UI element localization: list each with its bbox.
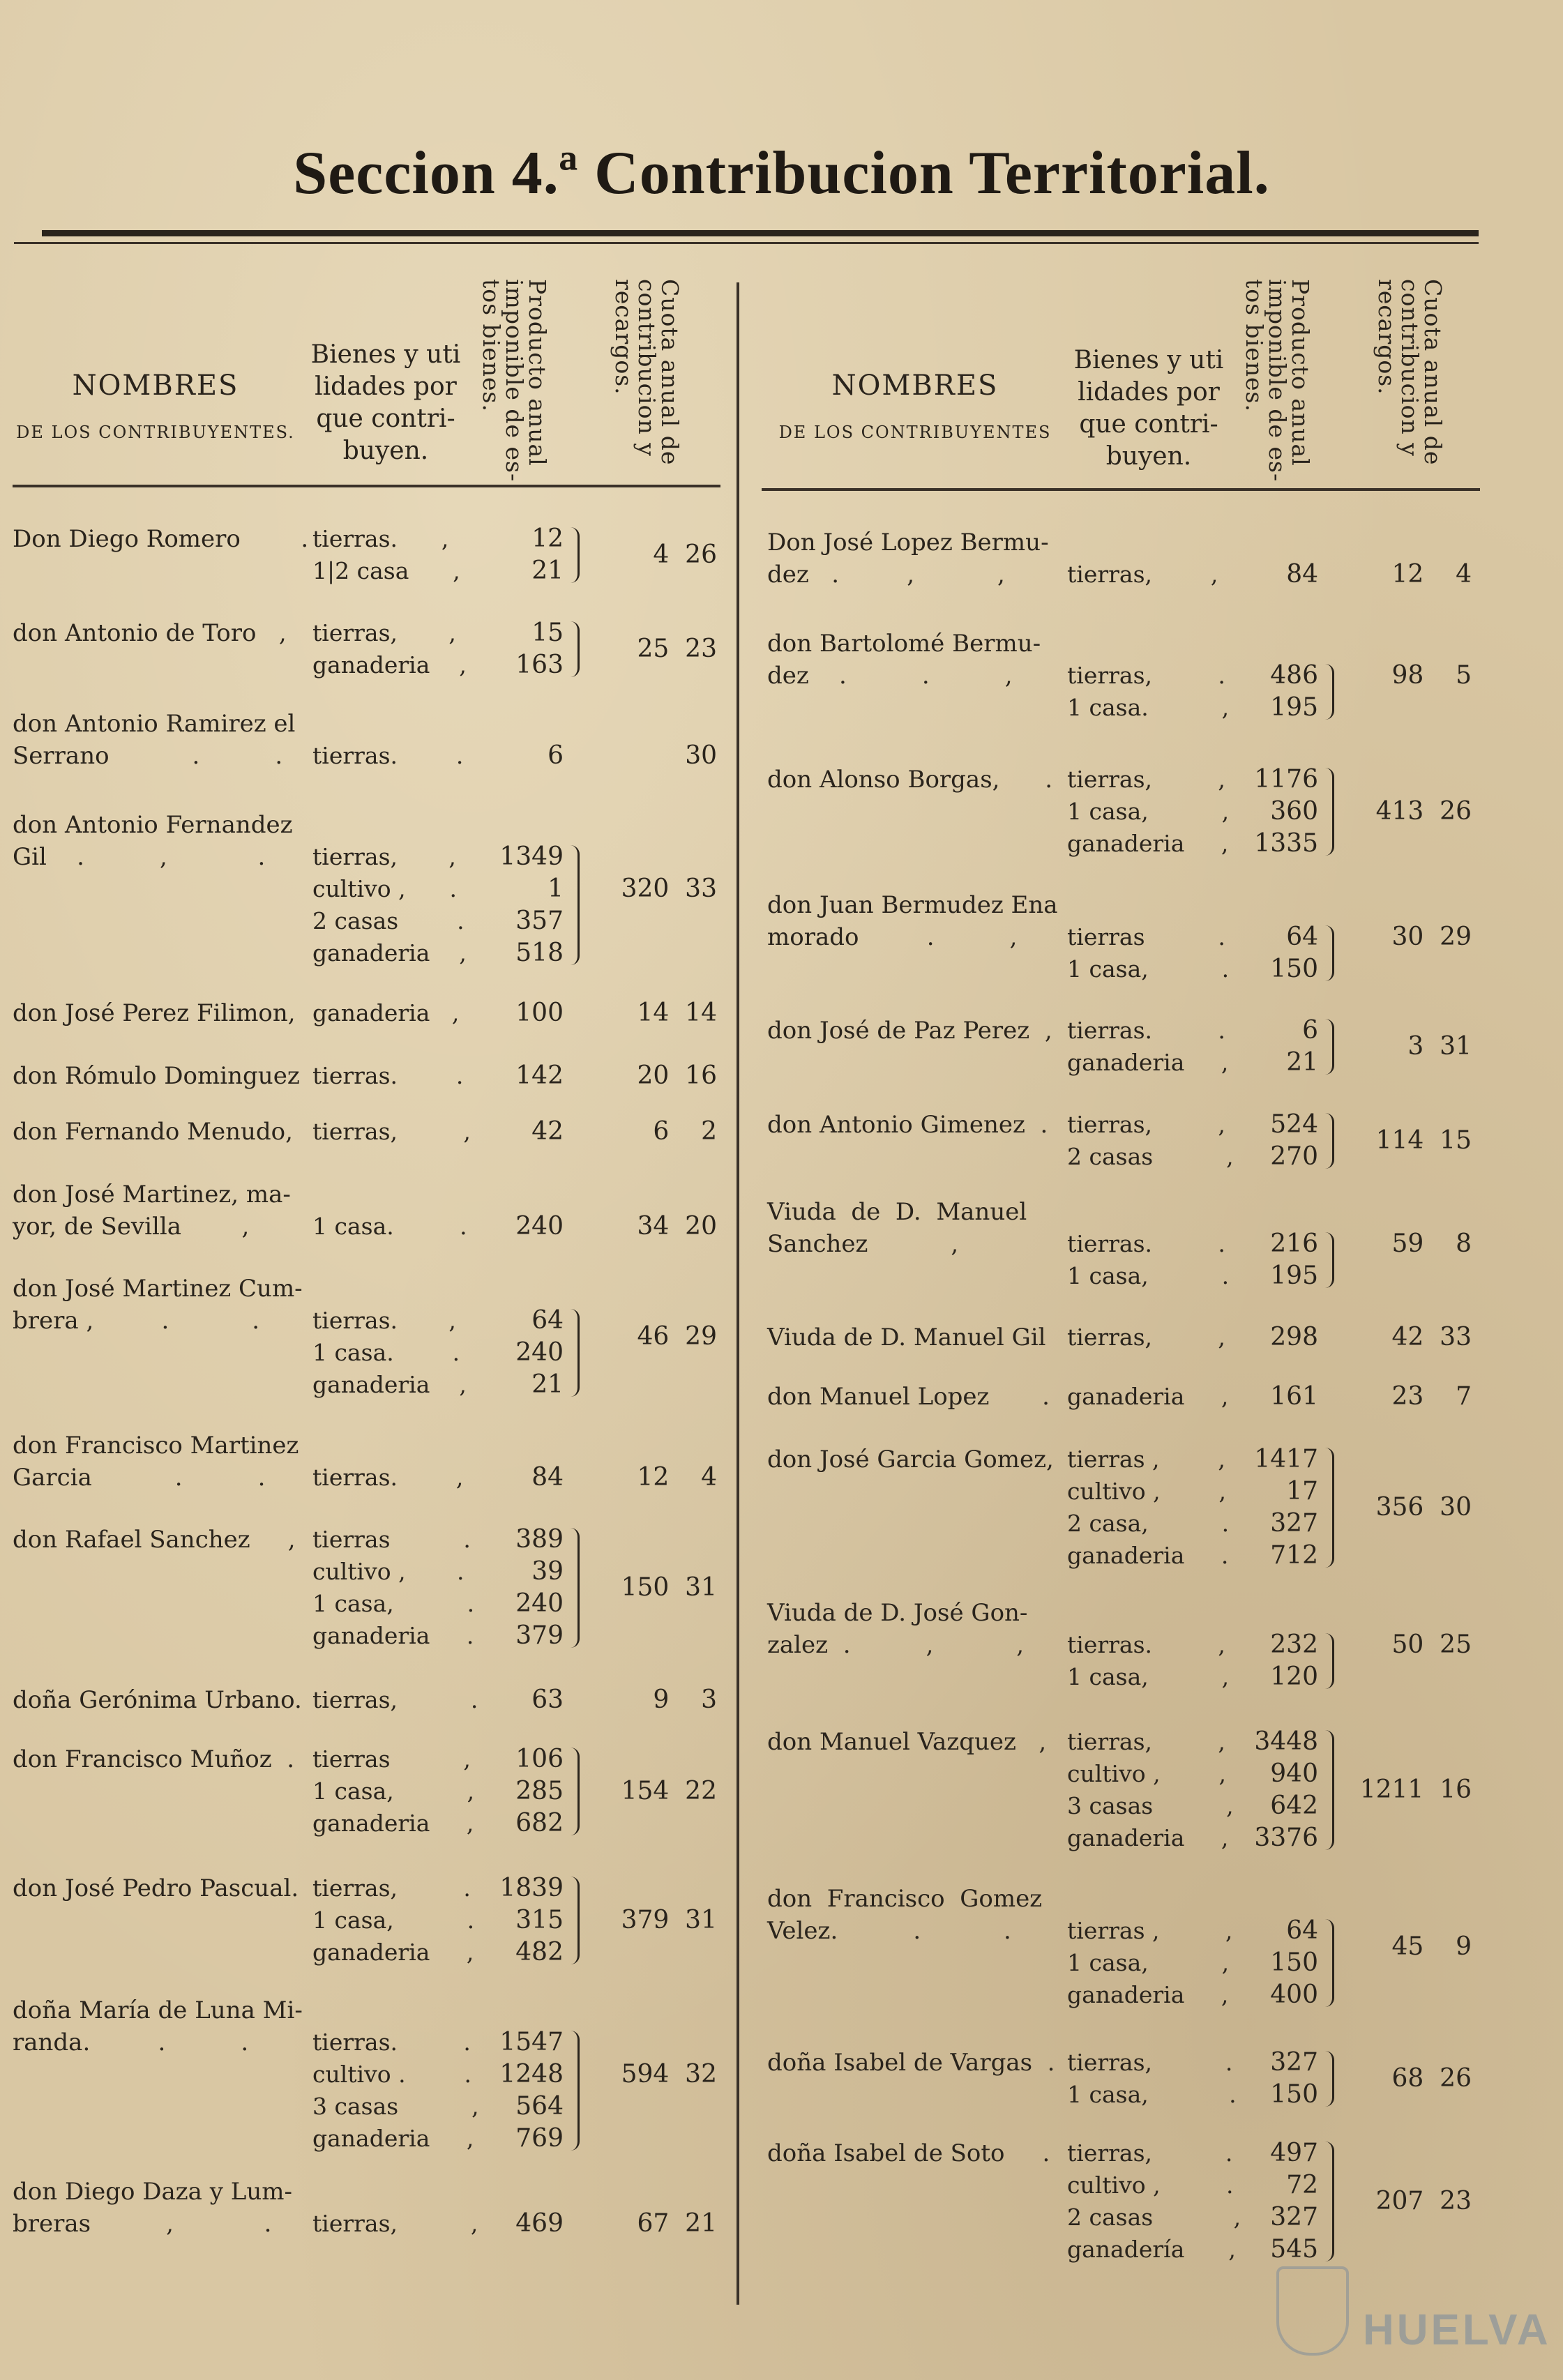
cuota-value: 42 33 xyxy=(1391,1323,1472,1351)
contributor-name: Viuda de D. José Gon- zalez . , , xyxy=(767,1599,1028,1659)
goods-list: tierras , , cultivo , , 2 casa, . ganaderia . xyxy=(1067,1446,1230,1569)
produce-values: 106 285 682 xyxy=(515,1745,564,1837)
cuota-value: 379 31 xyxy=(621,1906,717,1934)
produce-values: 6 xyxy=(548,741,564,770)
contributor-entry xyxy=(767,2137,1486,2266)
column-divider xyxy=(737,282,739,2305)
produce-values: 64 150 xyxy=(1270,923,1318,983)
cuota-value: 594 32 xyxy=(621,2060,717,2089)
group-brace xyxy=(1325,1448,1334,1568)
right-header xyxy=(762,279,1480,488)
contributor-entry xyxy=(13,809,731,969)
contributor-entry xyxy=(13,1872,731,1969)
contributor-name: don Rómulo Dominguez xyxy=(13,1062,300,1090)
goods-list: tierras . 1 casa, . xyxy=(1067,923,1230,983)
produce-values: 142 xyxy=(515,1061,564,1090)
left-header xyxy=(13,279,731,488)
contributor-entry xyxy=(13,2176,731,2240)
produce-values: 161 xyxy=(1270,1382,1318,1411)
contributor-name: don Antonio de Toro , xyxy=(13,619,287,647)
cuota-value: 12 4 xyxy=(1391,560,1472,589)
produce-values: 15 163 xyxy=(515,619,564,679)
cuota-value: 6 2 xyxy=(653,1117,717,1146)
contributor-entry xyxy=(767,628,1486,724)
goods-list: tierras . cultivo , . 1 casa, . ganaderia . xyxy=(312,1526,475,1649)
contributor-name: don José de Paz Perez , xyxy=(767,1017,1052,1045)
contributor-entry xyxy=(13,1116,731,1148)
produce-values: 497 72 327 545 xyxy=(1270,2139,1318,2264)
group-brace xyxy=(571,845,580,965)
contributor-name: don José Martinez Cum- brera , . . xyxy=(13,1275,303,1335)
contributor-entry xyxy=(13,1684,731,1716)
header-producto: Producto anual imponible de es- tos bienes. xyxy=(478,279,551,483)
header-producto-right: Producto anual imponible de es- tos bienes. xyxy=(1241,279,1314,483)
goods-list: tierras, . 1 casa, . xyxy=(1067,2049,1237,2108)
contributor-name: don José Martinez, ma- yor, de Sevilla , xyxy=(13,1181,291,1241)
contributor-entry xyxy=(13,997,731,1029)
cuota-value: 45 9 xyxy=(1391,1932,1472,1961)
contributor-entry xyxy=(13,523,731,587)
header-nombres: NOMBRES xyxy=(72,370,239,402)
watermark-text: HUELVA xyxy=(1363,2306,1551,2354)
produce-values: 240 xyxy=(515,1212,564,1241)
goods-list: tierras. . xyxy=(312,1062,464,1089)
header-cuota: Cuota anual de contribucion y recargos. xyxy=(610,279,684,466)
cuota-value: 46 29 xyxy=(637,1322,717,1351)
group-brace xyxy=(571,527,580,583)
goods-list: tierras. , xyxy=(312,1464,464,1491)
right-header-rule xyxy=(762,488,1480,491)
group-brace xyxy=(1325,1113,1334,1169)
produce-values: 298 xyxy=(1270,1323,1318,1351)
produce-values: 486 195 xyxy=(1270,661,1318,722)
goods-list: tierras, , xyxy=(1067,561,1218,588)
produce-values: 64 240 21 xyxy=(515,1306,564,1399)
goods-list: tierras, , xyxy=(312,1118,471,1145)
goods-list: tierras, . xyxy=(312,1686,478,1713)
goods-list: tierras , 1 casa, , ganaderia , xyxy=(312,1745,475,1837)
cuota-value: 356 30 xyxy=(1375,1493,1472,1522)
cuota-value: 68 26 xyxy=(1391,2064,1472,2093)
contributor-entry xyxy=(13,1273,731,1401)
goods-list: tierras. , 1 casa, , xyxy=(1067,1631,1230,1690)
group-brace xyxy=(1325,1633,1334,1689)
contributor-name: don Manuel Lopez . xyxy=(767,1383,1050,1411)
cuota-value: 413 26 xyxy=(1375,797,1472,826)
group-brace xyxy=(571,1748,580,1835)
goods-list: ganaderia , xyxy=(1067,1383,1229,1410)
contributor-name: don José Pedro Pascual. xyxy=(13,1874,299,1902)
goods-list: tierras. . xyxy=(312,742,464,769)
contributor-name: doña Isabel de Vargas . xyxy=(767,2049,1055,2077)
contributor-entry xyxy=(767,1597,1486,1693)
left-header-rule xyxy=(13,485,720,487)
produce-values: 6 21 xyxy=(1286,1016,1318,1077)
goods-list: tierras. , 1|2 casa , xyxy=(312,525,460,584)
contributor-name: doña María de Luna Mi- randa. . . xyxy=(13,1996,303,2056)
contributor-entry xyxy=(13,1994,731,2155)
produce-values: 1547 1248 564 769 xyxy=(499,2028,564,2153)
contributor-name: don Antonio Fernandez Gil . , . xyxy=(13,811,293,871)
goods-list: tierras, , ganaderia , xyxy=(312,619,467,679)
goods-list: tierras, , cultivo , , 3 casas , ganaderia , xyxy=(1067,1728,1234,1851)
contributor-name: don Manuel Vazquez , xyxy=(767,1728,1047,1756)
contributor-name: don Francisco Muñoz . xyxy=(13,1745,295,1773)
goods-list: tierras. . ganaderia , xyxy=(1067,1017,1229,1076)
contributor-entry xyxy=(767,1321,1486,1354)
contributor-name: Viuda de D. Manuel Gil xyxy=(767,1324,1046,1351)
cuota-value: 59 8 xyxy=(1391,1229,1472,1258)
cuota-value: 9 3 xyxy=(653,1685,717,1714)
cuota-value: 4 26 xyxy=(653,540,717,569)
cuota-value: 67 21 xyxy=(637,2209,717,2238)
group-brace xyxy=(571,2031,580,2151)
goods-list: tierras, . 1 casa. , xyxy=(1067,662,1230,721)
header-de-los-contribuyentes-right: DE LOS CONTRIBUYENTES xyxy=(778,423,1052,442)
produce-values: 469 xyxy=(515,2209,564,2238)
cuota-value: 34 20 xyxy=(637,1212,717,1241)
goods-list: tierras. , 1 casa. . ganaderia , xyxy=(312,1307,467,1398)
contributor-entry xyxy=(767,1381,1486,1413)
produce-values: 100 xyxy=(515,999,564,1027)
group-brace xyxy=(1325,2142,1334,2261)
contributor-entry xyxy=(13,1524,731,1652)
contributor-name: don Diego Daza y Lum- breras , . xyxy=(13,2178,292,2238)
contributor-entry xyxy=(767,1109,1486,1173)
contributor-name: don Alonso Borgas, . xyxy=(767,766,1053,794)
produce-values: 389 39 240 379 xyxy=(515,1525,564,1650)
cuota-value: 23 7 xyxy=(1391,1382,1472,1411)
header-bienes-right: Bienes y uti lidades por que contri- buyen. xyxy=(1073,346,1224,471)
contributor-name: don Francisco Martinez Garcia . . xyxy=(13,1432,299,1492)
contributor-entry xyxy=(767,1196,1486,1292)
goods-list: tierras, , xyxy=(312,2210,478,2237)
produce-values: 327 150 xyxy=(1270,2048,1318,2109)
goods-list: tierras, , 1 casa, , ganaderia , xyxy=(1067,766,1230,857)
produce-values: 1349 1 357 518 xyxy=(499,842,564,967)
goods-list: tierras, . cultivo , . 2 casas , ganadería , xyxy=(1067,2139,1241,2263)
contributor-entry xyxy=(767,2047,1486,2111)
contributor-entry xyxy=(13,1060,731,1092)
title-rule-thin xyxy=(14,242,1479,244)
header-de-los-contribuyentes: DE LOS CONTRIBUYENTES. xyxy=(16,423,295,442)
contributor-name: don Francisco Gomez Velez. . . xyxy=(767,1885,1043,1945)
goods-list: tierras, , xyxy=(1067,1324,1225,1351)
produce-values: 3448 940 642 3376 xyxy=(1254,1727,1318,1852)
group-brace xyxy=(1325,1919,1334,2007)
contributor-entry xyxy=(767,1015,1486,1079)
cuota-value: 50 25 xyxy=(1391,1630,1472,1659)
contributor-name: Don Diego Romero . xyxy=(13,525,309,553)
cuota-value: 14 14 xyxy=(637,999,717,1027)
seal-icon xyxy=(1276,2266,1349,2356)
cuota-value: 98 5 xyxy=(1391,661,1472,690)
contributor-entry xyxy=(767,1443,1486,1572)
produce-values: 1417 17 327 712 xyxy=(1254,1445,1318,1570)
contributor-entry xyxy=(767,889,1486,985)
goods-list: ganaderia , xyxy=(312,999,460,1026)
cuota-value: 12 4 xyxy=(637,1463,717,1492)
contributor-entry xyxy=(13,1743,731,1840)
cuota-value: 25 23 xyxy=(637,635,717,663)
contributor-entry xyxy=(767,1883,1486,2011)
group-brace xyxy=(1325,664,1334,720)
produce-values: 232 120 xyxy=(1270,1630,1318,1691)
group-brace xyxy=(1325,1232,1334,1288)
contributor-name: don José Garcia Gomez, xyxy=(767,1446,1054,1473)
contributor-entry xyxy=(767,764,1486,860)
group-brace xyxy=(1325,1019,1334,1075)
produce-values: 42 xyxy=(531,1117,564,1146)
header-bienes: Bienes y uti lidades por que contri- buyen. xyxy=(310,340,461,465)
cuota-value: 20 16 xyxy=(637,1061,717,1090)
contributor-name: don José Perez Filimon, xyxy=(13,999,296,1027)
cuota-value: 150 31 xyxy=(621,1573,717,1602)
goods-list: tierras. . 1 casa, . xyxy=(1067,1230,1230,1289)
page-title: Seccion 4.ª Contribucion Territorial. xyxy=(293,139,1270,207)
produce-values: 1176 360 1335 xyxy=(1254,765,1318,858)
group-brace xyxy=(571,1528,580,1648)
group-brace xyxy=(571,621,580,677)
contributor-entry xyxy=(13,1430,731,1494)
contributor-name: don Bartolomé Bermu- dez . . , xyxy=(767,630,1041,690)
contributor-name: don Fernando Menudo, xyxy=(13,1118,293,1146)
archive-watermark xyxy=(1276,2266,1551,2364)
contributor-entry xyxy=(767,1726,1486,1854)
produce-values: 12 21 xyxy=(531,524,564,585)
group-brace xyxy=(1325,925,1334,981)
goods-list: tierras, , 2 casas , xyxy=(1067,1111,1234,1170)
produce-values: 63 xyxy=(531,1685,564,1714)
produce-values: 1839 315 482 xyxy=(499,1874,564,1966)
contributor-name: don Antonio Gimenez . xyxy=(767,1111,1048,1139)
cuota-value: 30 xyxy=(685,741,717,770)
goods-list: tierras, . 1 casa, . ganaderia , xyxy=(312,1874,475,1966)
cuota-value: 207 23 xyxy=(1375,2187,1472,2215)
contributor-name: don Rafael Sanchez , xyxy=(13,1526,296,1554)
goods-list: 1 casa. . xyxy=(312,1213,467,1240)
contributor-name: Viuda de D. Manuel Sanchez , xyxy=(767,1198,1027,1258)
cuota-value: 154 22 xyxy=(621,1777,717,1805)
contributor-name: doña Gerónima Urbano. xyxy=(13,1686,302,1714)
header-cuota-right: Cuota anual de contribucion y recargos. xyxy=(1373,279,1447,466)
cuota-value: 320 33 xyxy=(621,874,717,903)
goods-list: tierras , , 1 casa, , ganaderia , xyxy=(1067,1917,1233,2008)
cuota-value: 30 29 xyxy=(1391,923,1472,951)
cuota-value: 3 31 xyxy=(1407,1032,1472,1061)
group-brace xyxy=(1325,2051,1334,2107)
produce-values: 84 xyxy=(531,1463,564,1492)
contributor-entry xyxy=(13,617,731,681)
produce-values: 64 150 400 xyxy=(1270,1916,1318,2009)
contributor-entry xyxy=(13,1178,731,1243)
contributor-name: Don José Lopez Bermu- dez . , , xyxy=(767,529,1049,589)
produce-values: 216 195 xyxy=(1270,1229,1318,1290)
cuota-value: 114 15 xyxy=(1375,1126,1472,1155)
contributor-name: don Antonio Ramirez el Serrano . . xyxy=(13,710,296,770)
group-brace xyxy=(1325,768,1334,856)
contributor-entry xyxy=(13,708,731,772)
contributor-name: don Juan Bermudez Ena morado . , xyxy=(767,891,1058,951)
group-brace xyxy=(571,1309,580,1397)
header-nombres-right: NOMBRES xyxy=(831,370,999,402)
cuota-value: 1211 16 xyxy=(1359,1775,1472,1804)
goods-list: tierras, , cultivo , . 2 casas . ganaderia , xyxy=(312,843,467,967)
group-brace xyxy=(571,1877,580,1964)
produce-values: 524 270 xyxy=(1270,1110,1318,1171)
goods-list: tierras. . cultivo . . 3 casas , ganaderia , xyxy=(312,2029,479,2152)
contributor-name: doña Isabel de Soto . xyxy=(767,2139,1050,2167)
produce-values: 84 xyxy=(1286,560,1318,589)
group-brace xyxy=(1325,1730,1334,1850)
contributor-entry xyxy=(767,526,1486,591)
title-rule-thick xyxy=(42,230,1479,236)
